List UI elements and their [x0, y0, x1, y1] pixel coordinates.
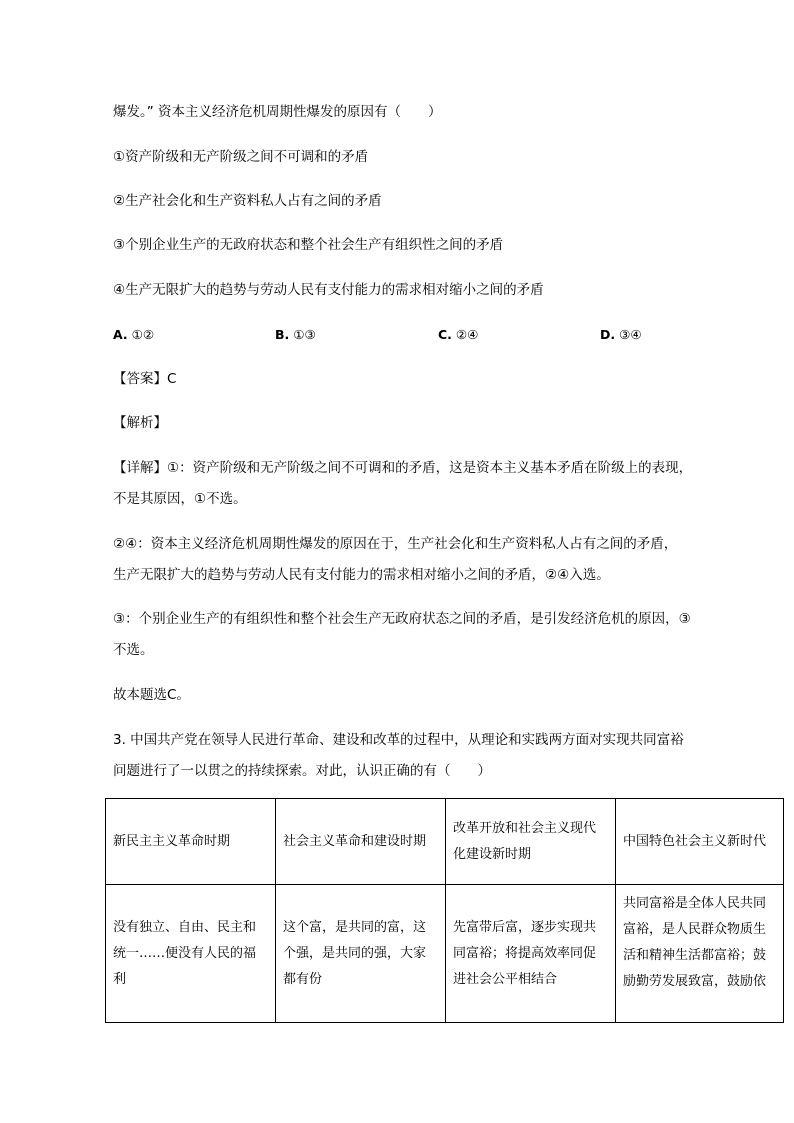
- history-periods-table: [105, 798, 784, 1023]
- detail-line-6: 不选。: [113, 642, 154, 658]
- conclusion-line: 故本题选C。: [113, 687, 190, 703]
- option-c: C. ②④: [438, 327, 479, 342]
- statement-4: ④生产无限扩大的趋势与劳动人民有支付能力的需求相对缩小之间的矛盾: [113, 282, 544, 298]
- table-header-row: [106, 799, 784, 885]
- table-cell: 这个富，是共同的富，这个强，是共同的强，大家都有份: [276, 885, 446, 1023]
- option-d: D. ③④: [600, 327, 642, 342]
- answer-line: 【答案】C: [113, 371, 177, 387]
- table-header-cell: 新民主主义革命时期: [106, 799, 276, 885]
- option-a: A. ①②: [113, 327, 155, 342]
- question-stem-tail: 爆发。” 资本主义经济危机周期性爆发的原因有（ ）: [113, 104, 442, 120]
- detail-line-4: 生产无限扩大的趋势与劳动人民有支付能力的需求相对缩小之间的矛盾，②④入选。: [113, 567, 610, 583]
- table-header-cell: 改革开放和社会主义现代化建设新时期: [446, 799, 616, 885]
- option-b: B. ①③: [275, 327, 316, 342]
- statement-3: ③个别企业生产的无政府状态和整个社会生产有组织性之间的矛盾: [113, 237, 504, 253]
- question-3-line-2: 问题进行了一以贯之的持续探索。对此，认识正确的有（ ）: [113, 763, 491, 779]
- statement-1: ①资产阶级和无产阶级之间不可调和的矛盾: [113, 149, 369, 165]
- question-3-line-1: 3. 中国共产党在领导人民进行革命、建设和改革的过程中，从理论和实践两方面对实现共同富裕: [113, 732, 684, 748]
- detail-line-2: 不是其原因，①不选。: [113, 491, 247, 507]
- statement-2: ②生产社会化和生产资料私人占有之间的矛盾: [113, 193, 382, 209]
- detail-line-3: ②④：资本主义经济危机周期性爆发的原因在于，生产社会化和生产资料私人占有之间的矛盾，: [113, 536, 678, 552]
- analysis-heading: 【解析】: [113, 415, 167, 431]
- table-cell: 先富带后富，逐步实现共同富裕；将提高效率同促进社会公平相结合: [446, 885, 616, 1023]
- table-header-cell: 中国特色社会主义新时代: [616, 799, 784, 885]
- detail-line-1: 【详解】①：资产阶级和无产阶级之间不可调和的矛盾，这是资本主义基本矛盾在阶级上的表现，: [113, 460, 693, 476]
- table-cell: 没有独立、自由、民主和统一……便没有人民的福利: [106, 885, 276, 1023]
- detail-line-5: ③：个别企业生产的有组织性和整个社会生产无政府状态之间的矛盾，是引发经济危机的原因，③: [113, 611, 691, 627]
- table-cell: 共同富裕是全体人民共同富裕，是人民群众物质生活和精神生活都富裕；鼓励勤劳发展致富，鼓励依: [616, 885, 784, 1023]
- table-header-cell: 社会主义革命和建设时期: [276, 799, 446, 885]
- table-row: [106, 885, 784, 1023]
